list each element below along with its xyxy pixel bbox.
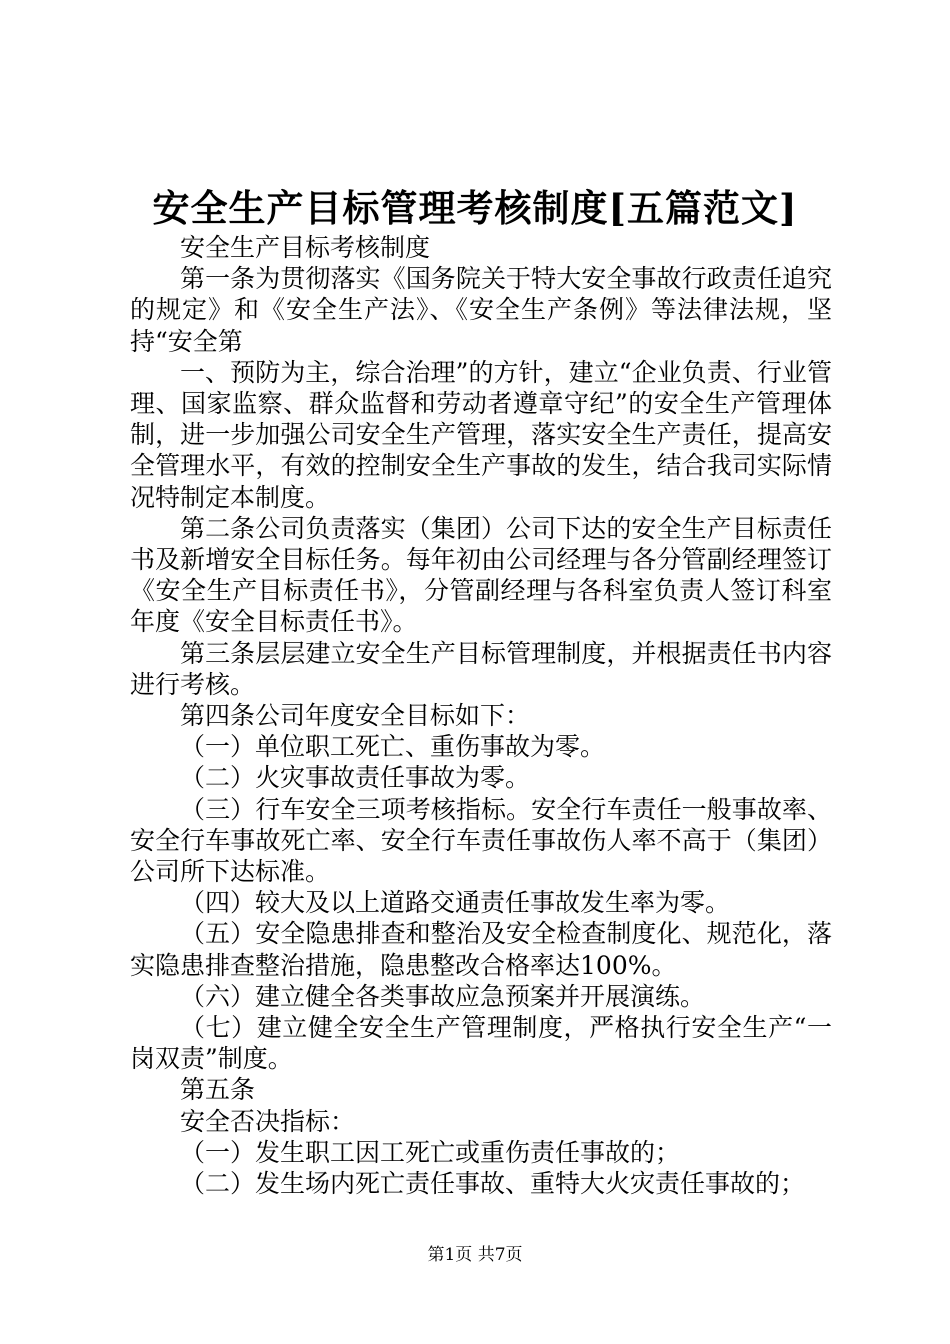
paragraph: 一、预防为主，综合治理”的方针，建立“企业负责、行业管理、国家监察、群众监督和劳动者遵章守纪”的安全生产管理体制，进一步加强公司安全生产管理，落实安全生产责任，提高安全管理水平，有效的控制安全生产事故的发生，结合我司实际情况特制定本制度。 <box>130 357 832 512</box>
paragraph: （五）安全隐患排查和整治及安全检查制度化、规范化，落实隐患排查整治措施，隐患整改合格率达100%。 <box>130 919 832 980</box>
document-title: 安全生产目标管理考核制度[五篇范文] <box>152 186 798 230</box>
document-body <box>130 232 832 1199</box>
paragraph: （四）较大及以上道路交通责任事故发生率为零。 <box>180 888 731 918</box>
paragraph: 第二条公司负责落实（集团）公司下达的安全生产目标责任书及新增安全目标任务。每年初由公司经理与各分管副经理签订《安全生产目标责任书》，分管副经理与各科室负责人签订科室年度《安全目标责任书》。 <box>130 513 832 637</box>
paragraph: （二）发生场内死亡责任事故、重特大火灾责任事故的； <box>180 1169 806 1199</box>
paragraph: 第四条公司年度安全目标如下： <box>180 701 531 731</box>
paragraph: （一）发生职工因工死亡或重伤责任事故的； <box>180 1137 681 1167</box>
paragraph: 第五条 <box>180 1075 256 1105</box>
paragraph: 第三条层层建立安全生产目标管理制度，并根据责任书内容进行考核。 <box>130 638 832 699</box>
paragraph: 第一条为贯彻落实《国务院关于特大安全事故行政责任追究的规定》和《安全生产法》、《安全生产条例》等法律法规，坚持“安全第 <box>130 264 832 356</box>
paragraph: 安全否决指标： <box>180 1106 356 1136</box>
paragraph: （三）行车安全三项考核指标。安全行车责任一般事故率、安全行车事故死亡率、安全行车责任事故伤人率不高于（集团）公司所下达标准。 <box>130 794 832 887</box>
paragraph: （一）单位职工死亡、重伤事故为零。 <box>180 732 606 762</box>
paragraph: （六）建立健全各类事故应急预案并开展演练。 <box>180 981 706 1011</box>
page-number: 第1页 共7页 <box>427 1245 523 1265</box>
paragraph: （七）建立健全安全生产管理制度，严格执行安全生产“一岗双责”制度。 <box>130 1013 832 1074</box>
paragraph: 安全生产目标考核制度 <box>180 233 431 262</box>
paragraph: （二）火灾事故责任事故为零。 <box>180 763 531 793</box>
